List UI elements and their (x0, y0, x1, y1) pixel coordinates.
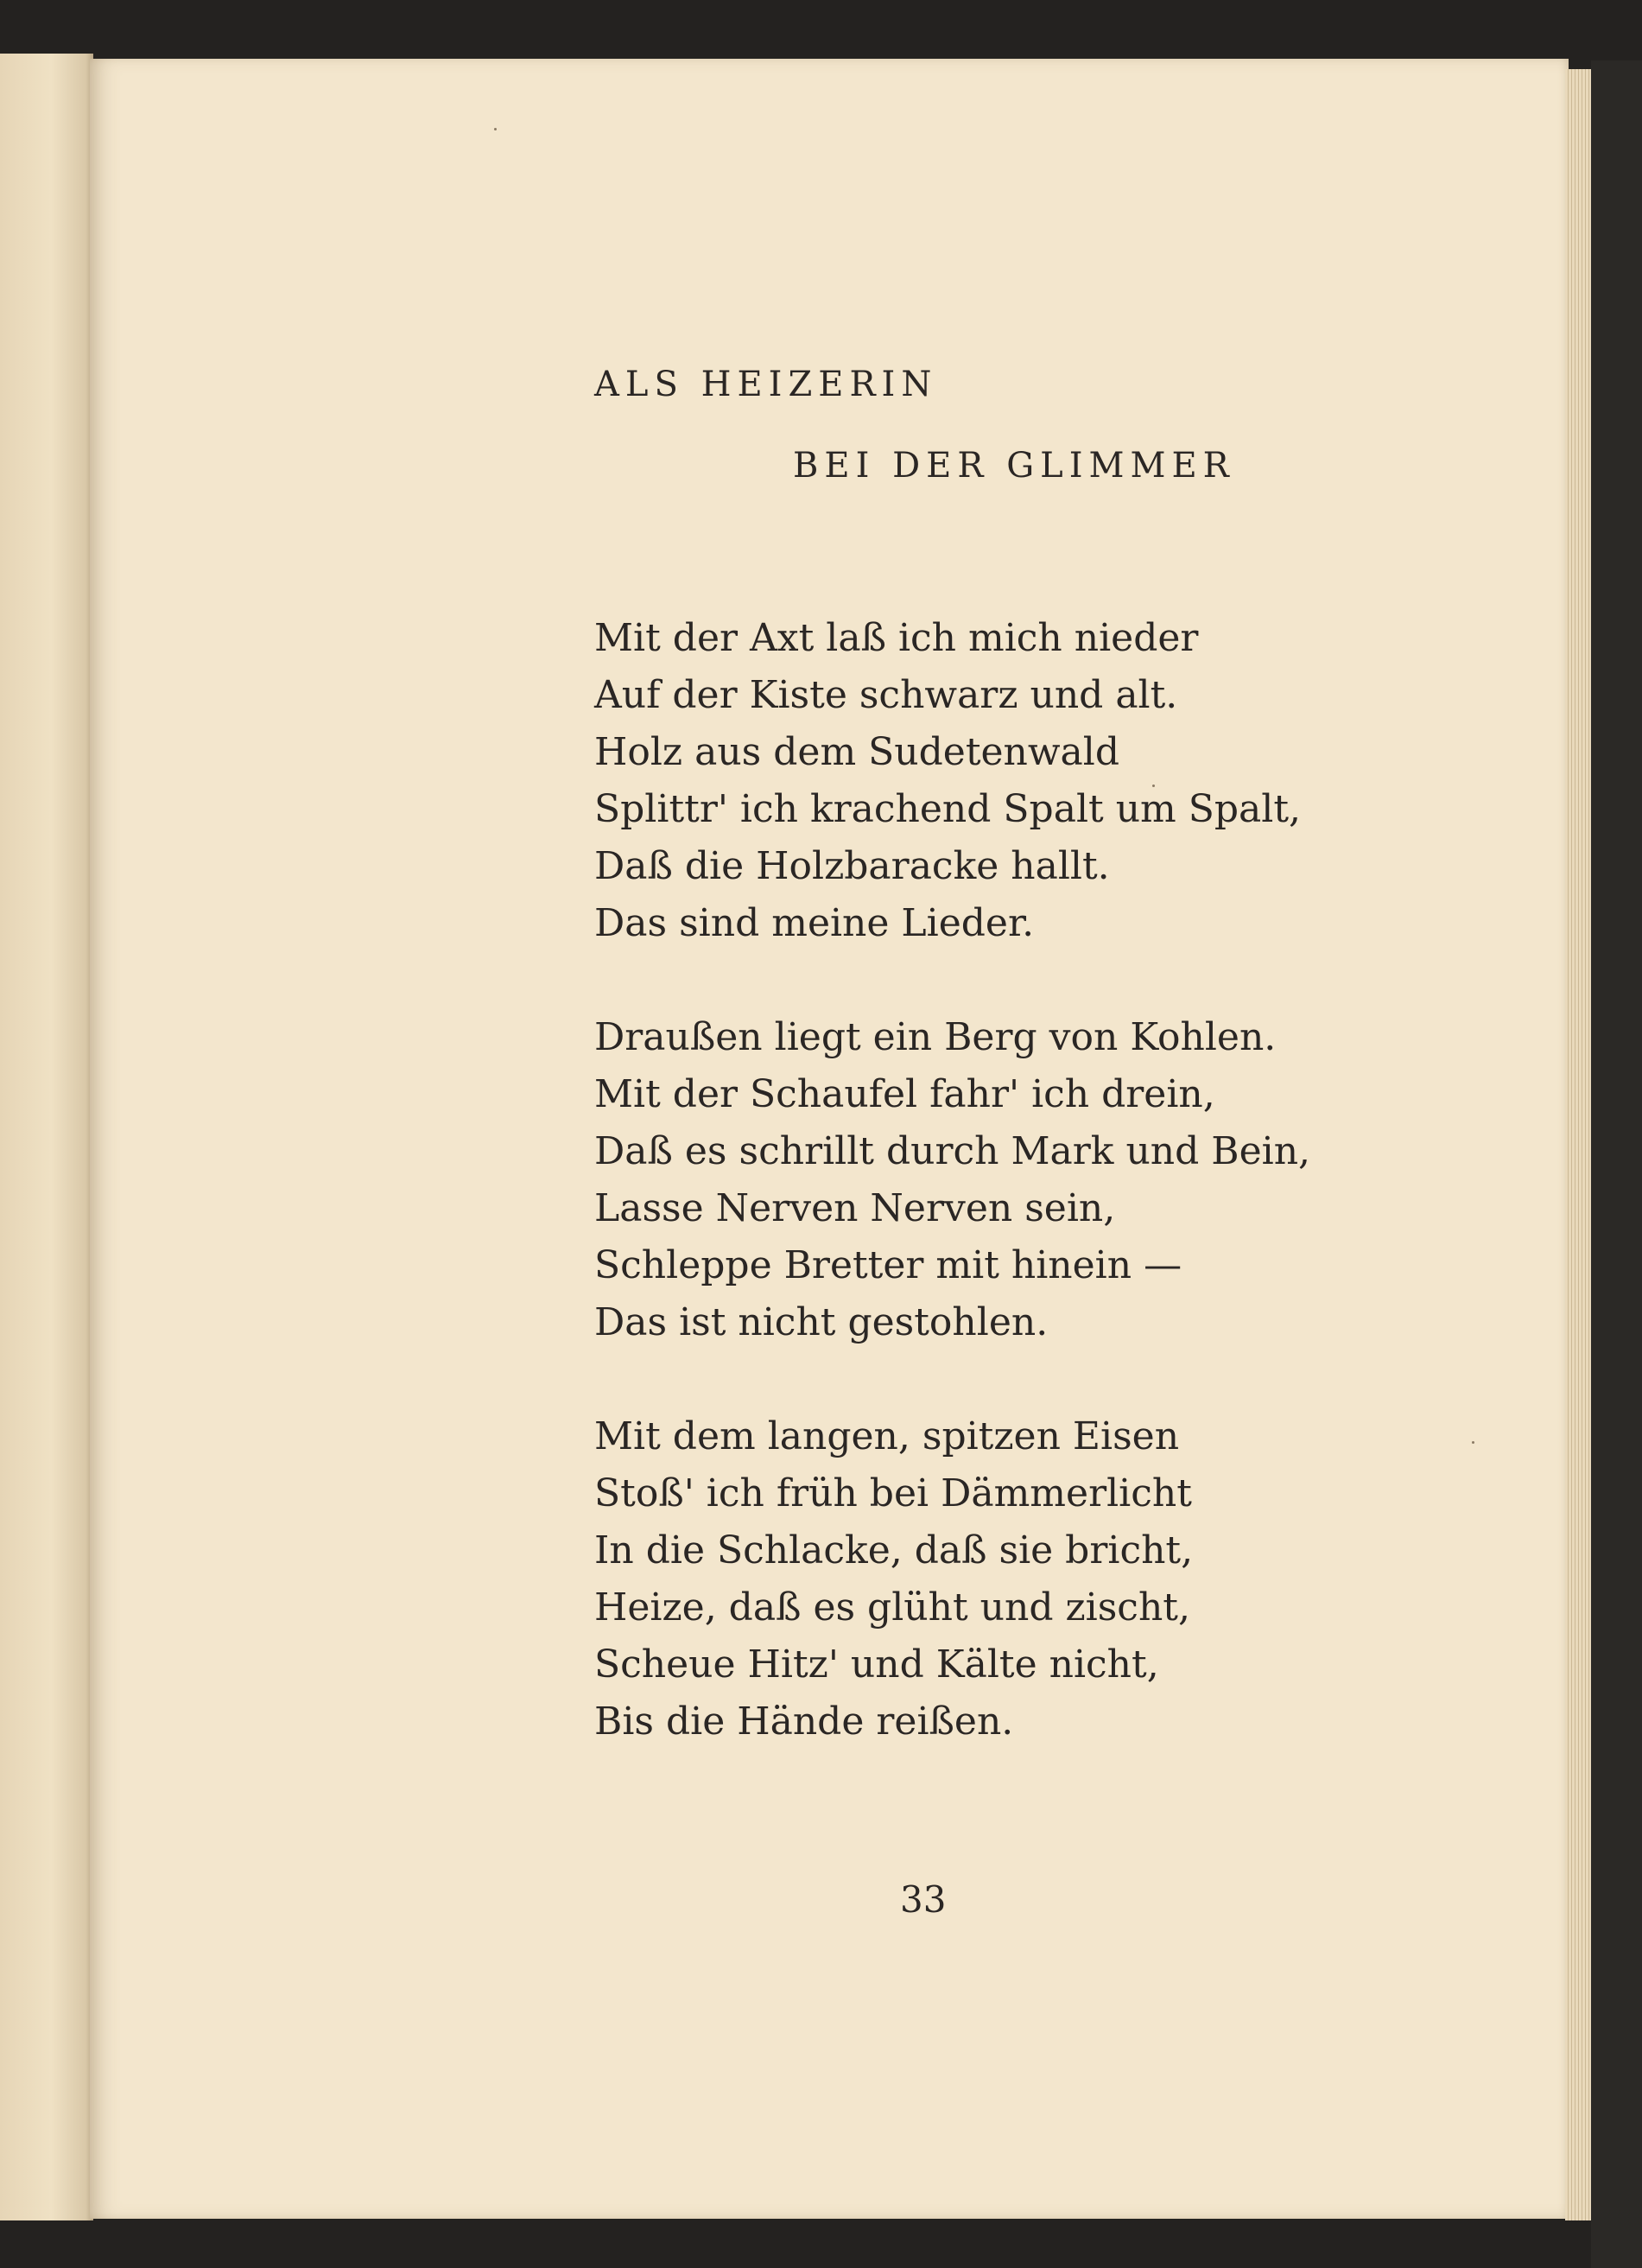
verse-line: Das sind meine Lieder. (594, 901, 1035, 945)
verse-line: Mit der Axt laß ich mich nieder (594, 616, 1199, 660)
stanza-1 (594, 610, 1301, 952)
verse-line: Das ist nicht gestohlen. (594, 1300, 1049, 1344)
verse-line: Holz aus dem Sudetenwald (594, 730, 1120, 774)
stanza-3 (594, 1408, 1193, 1750)
verse-line: Splittr' ich krachend Spalt um Spalt, (594, 787, 1302, 831)
verse-line: Bis die Hände reißen. (594, 1699, 1014, 1744)
verse-line: Mit dem langen, spitzen Eisen (594, 1414, 1180, 1458)
book-cover-edge (1591, 60, 1642, 2268)
verse-line: Stoß' ich früh bei Dämmerlicht (594, 1471, 1192, 1515)
stanza-2 (594, 1009, 1310, 1351)
verse-line: Schleppe Bretter mit hinein — (594, 1243, 1182, 1287)
paper-speck (1472, 1441, 1474, 1444)
previous-page-edge (0, 54, 93, 2220)
verse-line: Daß die Holzbaracke hallt. (594, 844, 1110, 888)
paper-speck (494, 128, 497, 130)
verse-line: Heize, daß es glüht und zischt, (594, 1585, 1190, 1630)
verse-line: Draußen liegt ein Berg von Kohlen. (594, 1015, 1277, 1059)
verse-line: Mit der Schaufel fahr' ich drein, (594, 1072, 1215, 1116)
poem-title-line-1: ALS HEIZERIN (594, 365, 938, 404)
page-stack-edge (1565, 69, 1591, 2220)
book-page (90, 59, 1569, 2219)
verse-line: Auf der Kiste schwarz und alt. (594, 673, 1178, 717)
verse-line: Lasse Nerven Nerven sein, (594, 1186, 1116, 1230)
verse-line: Scheue Hitz' und Kälte nicht, (594, 1642, 1159, 1687)
verse-line: Daß es schrillt durch Mark und Bein, (594, 1129, 1311, 1173)
poem-title-line-2: BEI DER GLIMMER (793, 446, 1235, 486)
verse-line: In die Schlacke, daß sie bricht, (594, 1528, 1194, 1572)
page-number: 33 (900, 1878, 947, 1921)
